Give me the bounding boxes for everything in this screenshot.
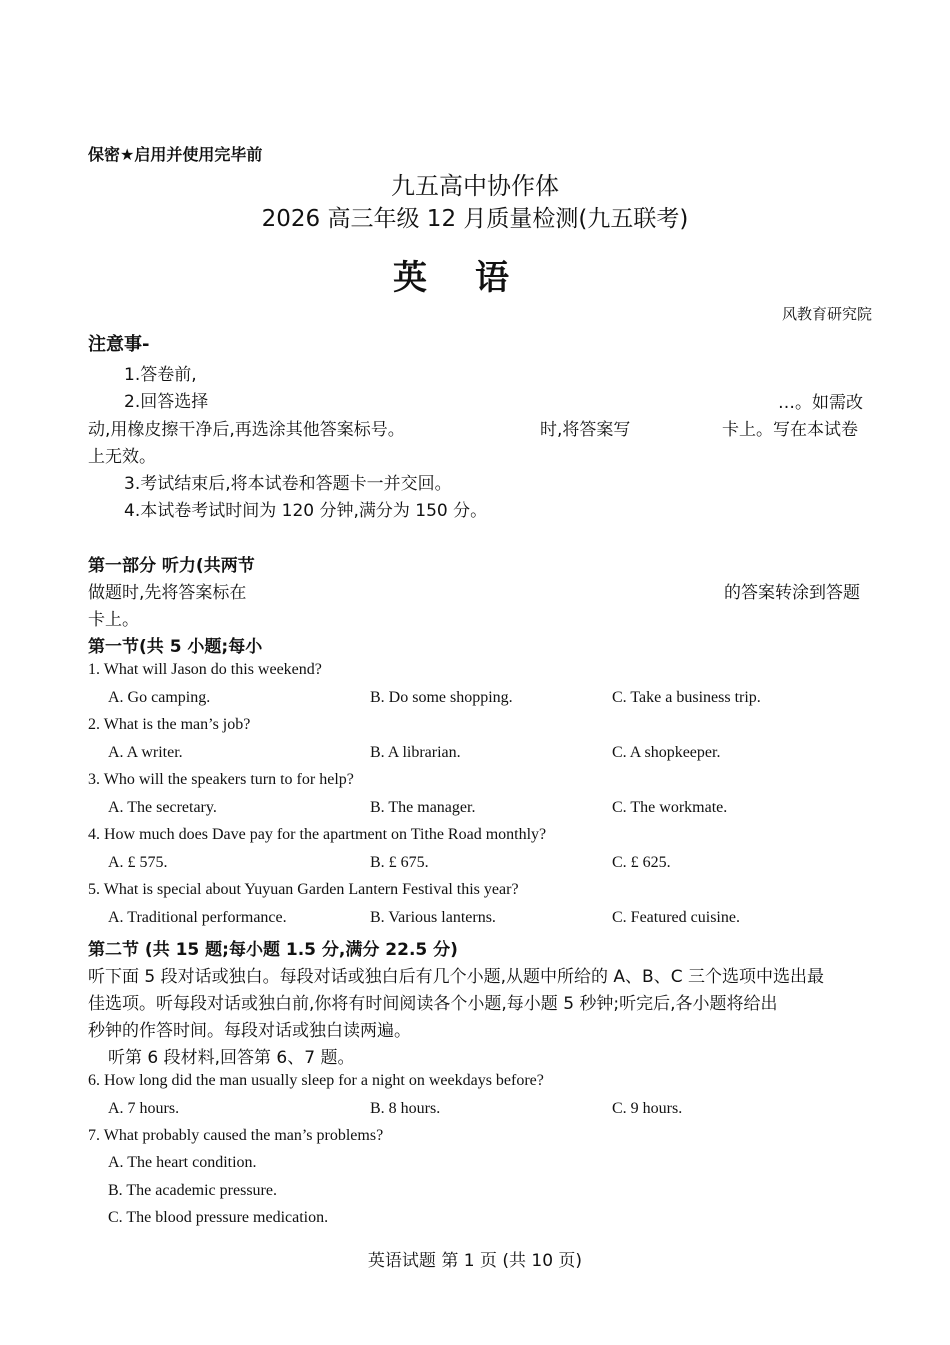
section2-instruction-2: 佳选项。听每段对话或独白前,你将有时间阅读各个小题,每小题 5 秒钟;听完后,各小题将给出	[88, 994, 778, 1014]
notice-item-2-line3: 上无效。	[88, 447, 156, 467]
notice-item-2: 2.回答选择	[124, 392, 209, 412]
question-3-option-b: B. The manager.	[370, 799, 476, 816]
part1-title: 第一部分 听力(共两节	[88, 556, 255, 576]
question-2-option-c: C. A shopkeeper.	[612, 744, 721, 761]
notice-item-4: 4.本试卷考试时间为 120 分钟,满分为 150 分。	[124, 501, 488, 521]
org-title: 九五高中协作体	[391, 172, 559, 200]
section2-title: 第二节 (共 15 题;每小题 1.5 分,满分 22.5 分)	[88, 940, 458, 960]
question-7-option-b: B. The academic pressure.	[108, 1182, 277, 1199]
section2-instruction-1: 听下面 5 段对话或独白。每段对话或独白后有几个小题,从题中所给的 A、B、C 三个选项中选出最	[88, 967, 824, 987]
question-3-option-c: C. The workmate.	[612, 799, 728, 816]
part1-instruction: 做题时,先将答案标在	[88, 583, 247, 603]
section1-title: 第一节(共 5 小题;每小	[88, 637, 263, 657]
notice-title: 注意事-	[88, 334, 150, 355]
question-6-option-c: C. 9 hours.	[612, 1100, 683, 1117]
question-2-option-b: B. A librarian.	[370, 744, 461, 761]
question-6-option-a: A. 7 hours.	[108, 1100, 180, 1117]
question-4-option-c: C. £ 625.	[612, 854, 671, 871]
question-5: 5. What is special about Yuyuan Garden Lantern Festival this year?	[88, 881, 519, 898]
exam-title: 2026 高三年级 12 月质量检测(九五联考)	[261, 206, 689, 232]
notice-item-2-line2: 动,用橡皮擦干净后,再选涂其他答案标号。	[88, 420, 405, 440]
question-1-option-a: A. Go camping.	[108, 689, 211, 706]
question-7-option-c: C. The blood pressure medication.	[108, 1209, 329, 1226]
question-2: 2. What is the man’s job?	[88, 716, 251, 733]
question-2-option-a: A. A writer.	[108, 744, 183, 761]
notice-item-2-line2-end: 卡上。写在本试卷	[722, 420, 858, 440]
question-5-option-a: A. Traditional performance.	[108, 909, 287, 926]
question-4-option-a: A. £ 575.	[108, 854, 168, 871]
question-7-option-a: A. The heart condition.	[108, 1154, 257, 1171]
notice-item-3: 3.考试结束后,将本试卷和答题卡一并交回。	[124, 474, 452, 494]
notice-item-2-tail: …。如需改	[778, 393, 863, 413]
question-4: 4. How much does Dave pay for the apartment on Tithe Road monthly?	[88, 826, 547, 843]
part1-instruction-line2: 卡上。	[88, 610, 139, 630]
question-1: 1. What will Jason do this weekend?	[88, 661, 322, 678]
notice-item-2-line2-mid: 时,将答案写	[540, 420, 631, 440]
question-1-option-c: C. Take a business trip.	[612, 689, 761, 706]
page-footer: 英语试题 第 1 页 (共 10 页)	[367, 1251, 583, 1271]
confidential-label: 保密★启用并使用完毕前	[88, 145, 263, 164]
question-6: 6. How long did the man usually sleep for a night on weekdays before?	[88, 1072, 544, 1089]
question-5-option-c: C. Featured cuisine.	[612, 909, 740, 926]
part1-instruction-tail: 的答案转涂到答题	[724, 583, 860, 603]
question-7: 7. What probably caused the man’s problems?	[88, 1127, 384, 1144]
section2-instruction-3: 秒钟的作答时间。每段对话或独白读两遍。	[88, 1021, 411, 1041]
research-note: 风教育研究院	[781, 305, 872, 323]
question-4-option-b: B. £ 675.	[370, 854, 429, 871]
question-3: 3. Who will the speakers turn to for help?	[88, 771, 354, 788]
question-1-option-b: B. Do some shopping.	[370, 689, 513, 706]
question-3-option-a: A. The secretary.	[108, 799, 217, 816]
question-6-option-b: B. 8 hours.	[370, 1100, 441, 1117]
subject-title: 英语	[393, 258, 557, 298]
notice-item-1: 1.答卷前,	[124, 365, 197, 385]
question-5-option-b: B. Various lanterns.	[370, 909, 496, 926]
material-note: 听第 6 段材料,回答第 6、7 题。	[108, 1048, 355, 1068]
